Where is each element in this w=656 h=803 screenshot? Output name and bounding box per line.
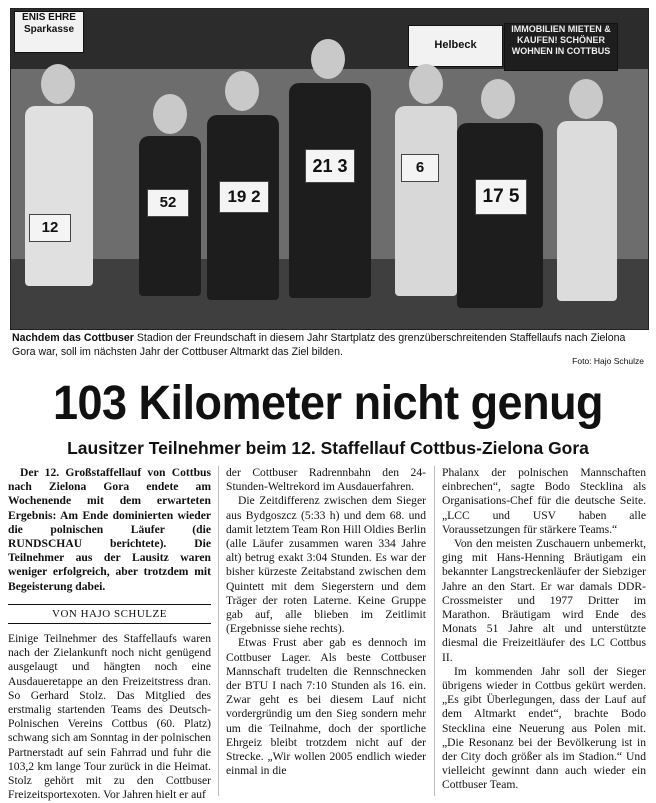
- runner-7: [551, 79, 621, 329]
- bib-number: 21 3: [305, 149, 355, 183]
- caption-text: Stadion der Freundschaft in diesem Jahr Startplatz des grenzüberschreitenden Staffellaufs nach Zielona Gora war, soll im nächsten Jahr der Cottbuser Altmarkt das Ziel bilden.: [12, 332, 626, 358]
- article-column-2: [226, 466, 426, 778]
- byline: VON HAJO SCHULZE: [8, 604, 211, 624]
- runner-1: [19, 64, 99, 324]
- column-divider: [434, 466, 435, 796]
- runner-6: [451, 79, 547, 329]
- sponsor-sign-right: IMMOBILIEN MIETEN & KAUFEN! SCHÖNER WOHNEN IN COTTBUS: [504, 23, 618, 71]
- sponsor-sign-left: ENIS EHRE Sparkasse: [14, 11, 84, 53]
- runner-4: [283, 39, 375, 324]
- caption-lead: Nachdem das Cottbuser: [12, 332, 134, 344]
- article-lead: Der 12. Großstaffellauf von Cottbus nach Zielona Gora endete am Wochenende mit dem erwarteten Ergebnis: Am Ende dominierten wieder die polnischen Läufer (die RUNDSCHAU berichtete). Die Teilnehmer aus der Lausitz waren weniger erfolgreich, aber trotzdem mit Begeisterung dabei.: [8, 466, 211, 593]
- article-column-3: [442, 466, 646, 793]
- bib-number: 17 5: [475, 179, 527, 215]
- bib-number: 52: [147, 189, 189, 217]
- paragraph: Einige Teilnehmer des Staffellaufs waren nach der Zielankunft noch nicht genügend ausgelaugt und hängten noch eine Ausdaueretappe an den Freizeitstress dran. So Gerhard Stolz. Das Mitglied des erstmalig startenden Teams des Deutsch-Polnischen Vereins Cottbus (60. Platz) schwang sich am Sonntag in der polnischen Partnerstadt auf sein Fahrrad und fuhr die 103,2 km lange Tour zurück in die Heimat. Stolz gehört mit zu den Cottbuser Freizeitsportexoten. Vor Jahren hielt er auf: [8, 632, 211, 802]
- runner-2: [133, 94, 205, 324]
- subheadline: Lausitzer Teilnehmer beim 12. Staffellauf Cottbus-Zielona Gora: [67, 438, 589, 458]
- photo-caption: [12, 331, 648, 359]
- paragraph: der Cottbuser Radrennbahn den 24-Stunden-Weltrekord im Ausdauerfahren.: [226, 466, 426, 494]
- article-column-1: [8, 466, 211, 802]
- photo-credit: Foto: Hajo Schulze: [572, 356, 644, 366]
- paragraph: Etwas Frust aber gab es dennoch im Cottbuser Lager. Als beste Cottbuser Mannschaft trudelten die Rennschnecken der BTU I nach 7:10 Stunden als 16. ein. Zwar geht es bei diesem Lauf nicht vordergründig um den Sieg sondern mehr um die Teilnahme, doch der sportliche Ehrgeiz bleibt trotzdem nicht auf der Strecke. „Wir wollen 2005 endlich wieder einmal in die: [226, 636, 426, 778]
- bib-number: 6: [401, 154, 439, 182]
- bib-number: 19 2: [219, 181, 269, 213]
- runner-3: [201, 71, 283, 326]
- bib-number: 12: [29, 214, 71, 242]
- headline: 103 Kilometer nicht genug: [52, 374, 604, 430]
- paragraph: Von den meisten Zuschauern unbemerkt, ging mit Hans-Henning Bräutigam ein bekannter Langstreckenläufer der Siebziger Jahre an den Start. Er war damals DDR-Crossmeister und 1977 Dritter im Marathon. Bräutigam wird Ende des Monats 51 Jahre alt und unterstützte diesmal die Freizeitläufer des LC Cottbus II.: [442, 537, 646, 664]
- paragraph: Im kommenden Jahr soll der Sieger übrigens wieder in Cottbus gekürt werden. „Es gibt Überlegungen, dass der Lauf auf dem Altmarkt endet“, brachte Bodo Stecklina eine Neuerung aus Polen mit. „Die Resonanz bei der Bevölkerung ist in der City doch größer als im Stadion.“ Und vielleicht gewinnt dann auch wieder ein Cottbuser Team.: [442, 664, 646, 792]
- column-divider: [218, 466, 219, 796]
- paragraph: Phalanx der polnischen Mannschaften einbrechen“, sagte Bodo Stecklina als Organisations-Chef für die deutsche Seite. „LCC und USV haben alle Voraussetzungen für stärkere Teams.“: [442, 466, 646, 536]
- paragraph: Die Zeitdifferenz zwischen dem Sieger aus Bydgoszcz (5:33 h) und dem 68. und damit letztem Team Ron Hill Oldies Berlin (alle Läufer zusammen waren 334 Jahre alt) betrug exakt 3:04 Stunden. Es war der bisher kürzeste Zeitabstand zwischen dem Quintett mit dem Siegerstern und dem Träger der roten Laterne. Keine Gruppe gab auf, alle blieben im Zeitlimit (Ergebnisse siehe rechts).: [226, 494, 426, 636]
- race-photo: [10, 8, 649, 330]
- sponsor-sign-middle: Helbeck: [408, 25, 503, 67]
